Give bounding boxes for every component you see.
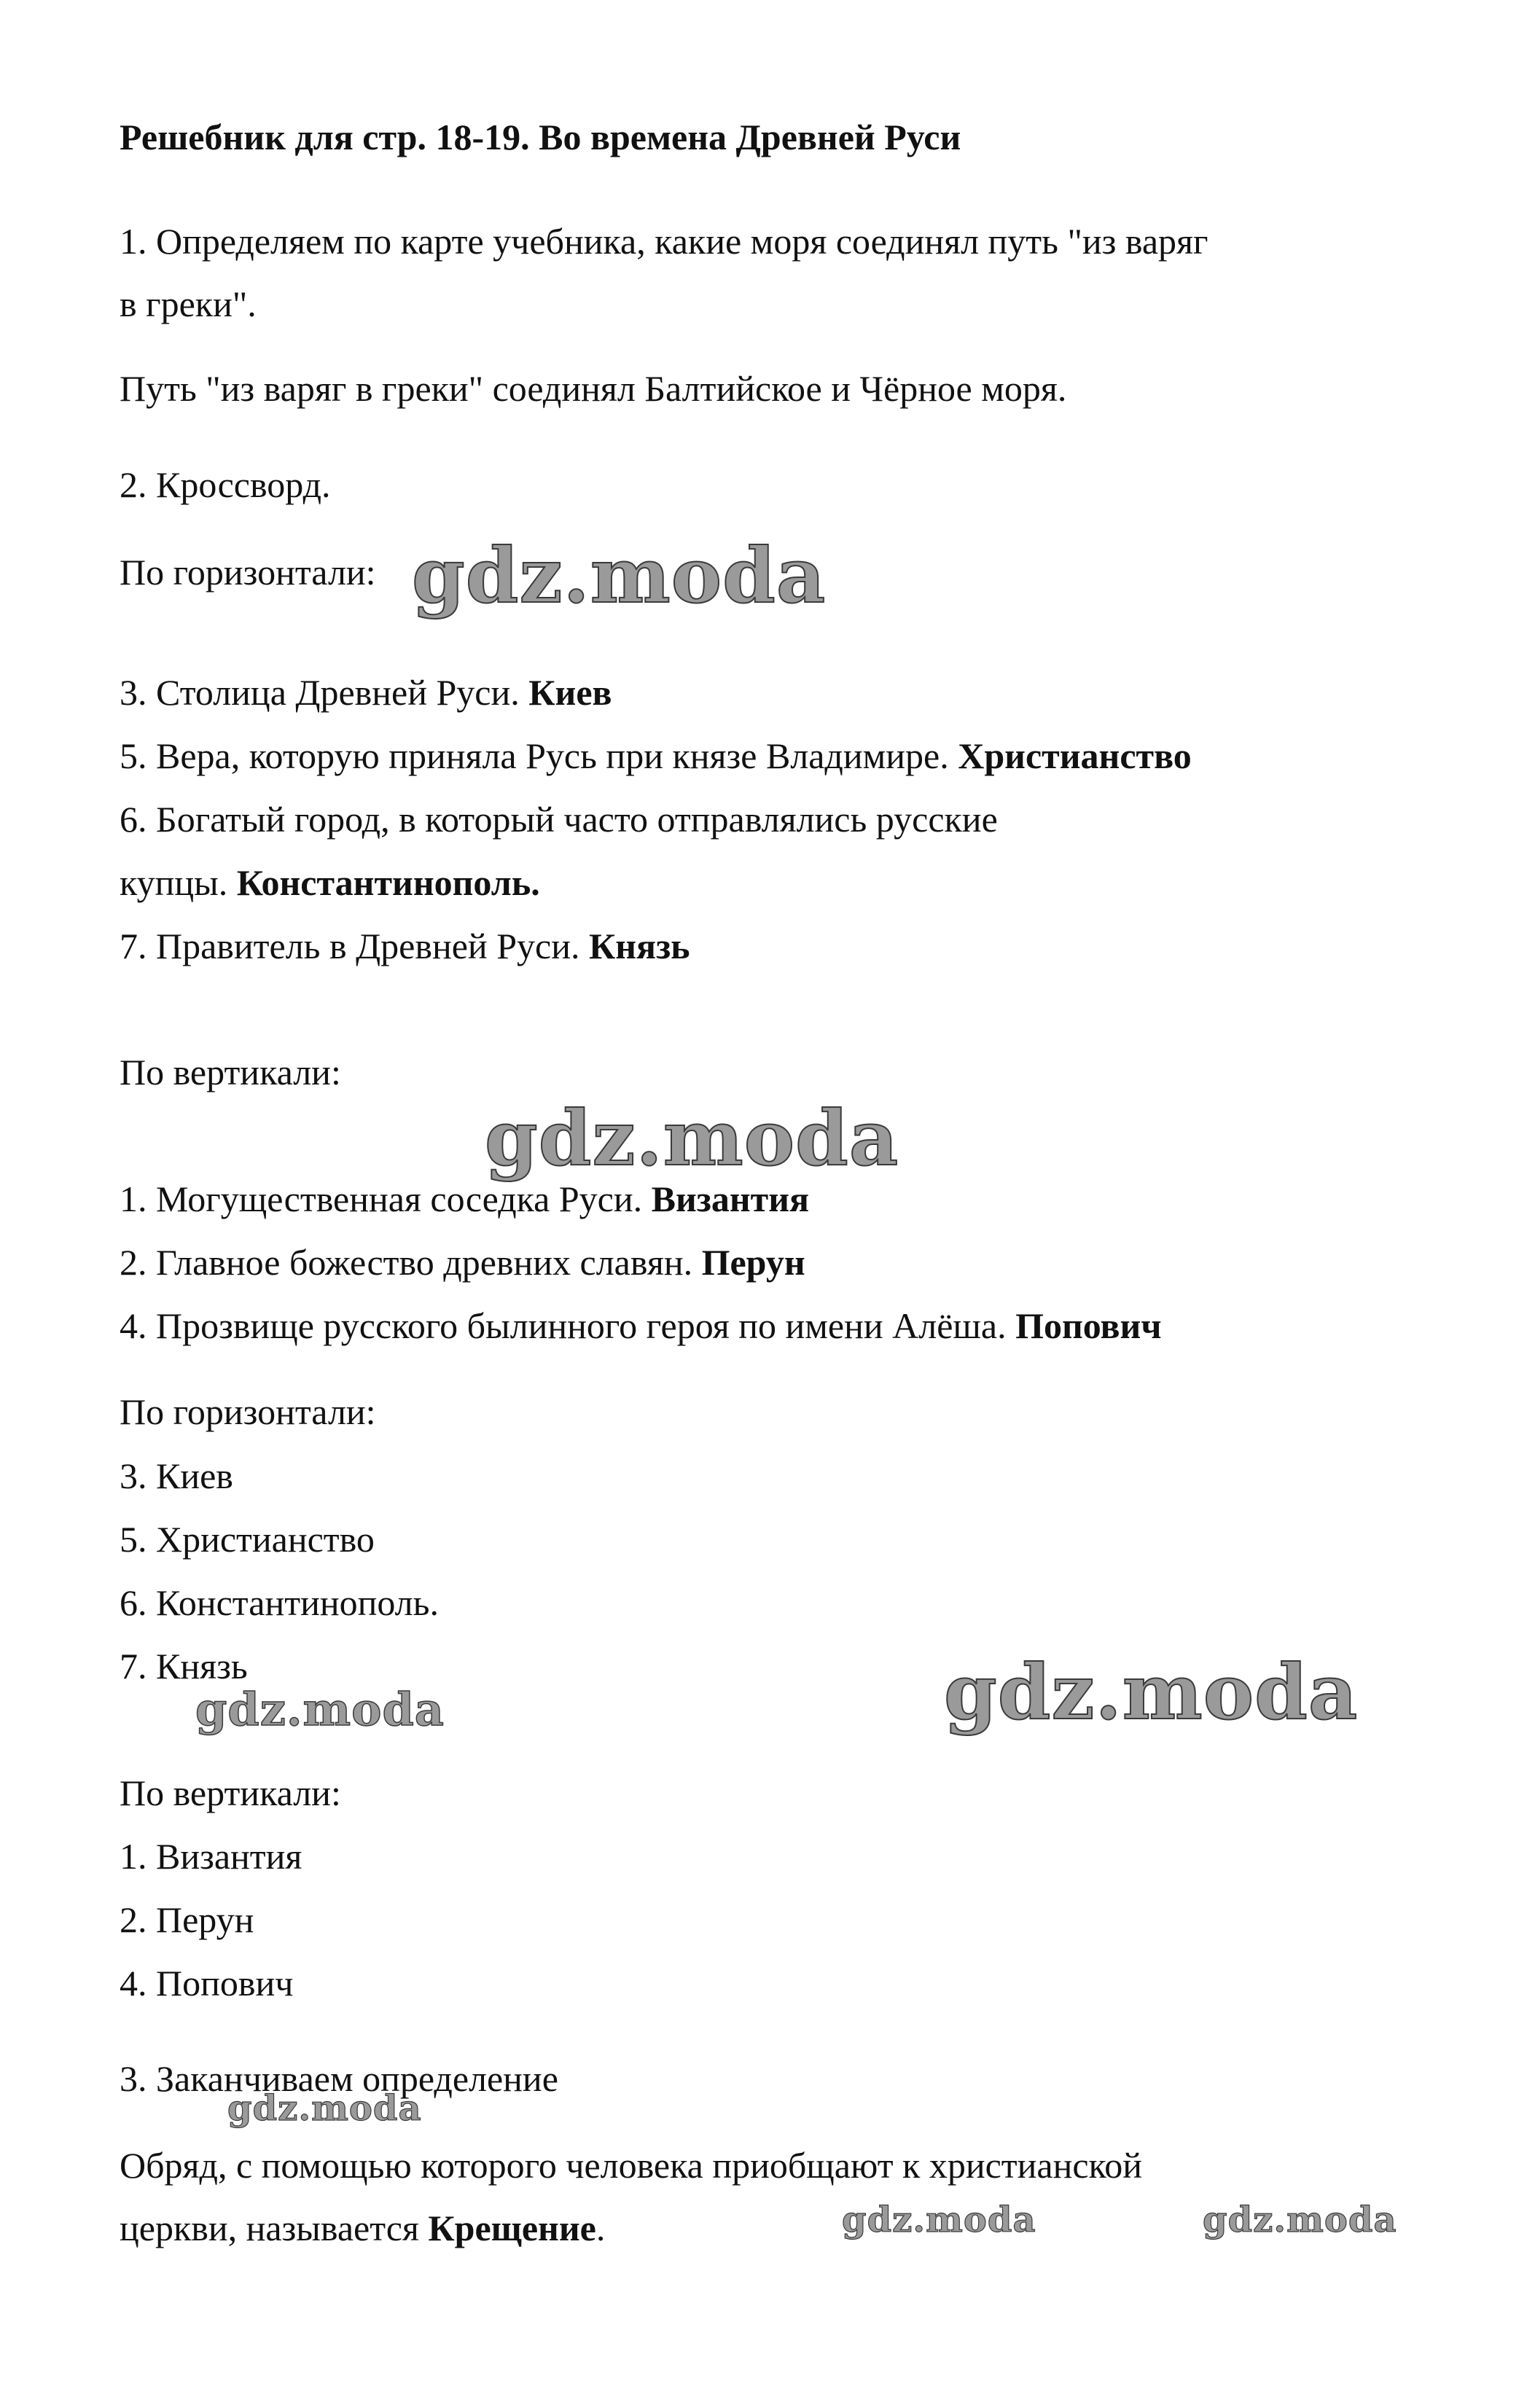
summary-vertical-item: 2. Перун	[120, 1899, 254, 1940]
summary-vertical-item: 4. Попович	[120, 1963, 294, 2004]
task1-question-line2: в греки".	[120, 284, 257, 324]
watermark: gdz.moda	[195, 1683, 445, 1736]
horizontal-clue: купцы. Константинополь.	[120, 862, 540, 903]
vertical-clue: 1. Могущественная соседка Руси. Византия	[120, 1178, 810, 1219]
watermark: gdz.moda	[842, 2200, 1036, 2240]
vertical-label: По вертикали:	[120, 1052, 341, 1092]
task3-heading: 3. Заканчиваем определение	[120, 2058, 558, 2099]
task2-heading: 2. Кроссворд.	[120, 464, 331, 505]
watermark: gdz.moda	[412, 531, 827, 620]
horizontal-clue: 5. Вера, которую приняла Русь при князе Владимире. Христианство	[120, 735, 1192, 776]
clue-answer: Князь	[588, 926, 690, 966]
clue-answer: Христианство	[958, 735, 1192, 776]
clue-answer: Византия	[651, 1178, 810, 1219]
definition-answer: Крещение	[428, 2208, 596, 2248]
horizontal-clue: 7. Правитель в Древней Руси. Князь	[120, 926, 690, 966]
watermark: gdz.moda	[944, 1647, 1359, 1737]
watermark: gdz.moda	[227, 2088, 422, 2129]
summary-horizontal-label: По горизонтали:	[120, 1391, 376, 1432]
task1-question-line1: 1. Определяем по карте учебника, какие моря соединял путь "из варяг	[120, 221, 1208, 262]
clue-answer: Константинополь.	[236, 862, 540, 903]
summary-horizontal-item: 6. Константинополь.	[120, 1582, 439, 1623]
task3-line1: Обряд, с помощью которого человека приобщают к христианской	[120, 2145, 1143, 2186]
vertical-clue: 2. Главное божество древних славян. Перун	[120, 1242, 805, 1283]
summary-horizontal-item: 5. Христианство	[120, 1519, 375, 1560]
horizontal-clue: 6. Богатый город, в который часто отправлялись русские	[120, 799, 998, 840]
vertical-clue: 4. Прозвище русского былинного героя по имени Алёша. Попович	[120, 1305, 1162, 1346]
task1-answer: Путь "из варяг в греки" соединял Балтийское и Чёрное моря.	[120, 368, 1067, 409]
summary-vertical-item: 1. Византия	[120, 1836, 302, 1877]
summary-horizontal-item: 3. Киев	[120, 1455, 233, 1496]
summary-horizontal-item: 7. Князь	[120, 1646, 248, 1686]
horizontal-clue: 3. Столица Древней Руси. Киев	[120, 672, 612, 713]
clue-answer: Попович	[1015, 1305, 1162, 1346]
horizontal-label: По горизонтали:	[120, 552, 376, 593]
summary-vertical-label: По вертикали:	[120, 1772, 341, 1813]
watermark: gdz.moda	[1203, 2200, 1397, 2240]
task3-line2: церкви, называется Крещение.	[120, 2208, 606, 2248]
page-title: Решебник для стр. 18-19. Во времена Древней Руси	[120, 117, 961, 157]
clue-answer: Киев	[528, 672, 612, 713]
clue-answer: Перун	[701, 1242, 805, 1283]
watermark: gdz.moda	[485, 1093, 899, 1183]
